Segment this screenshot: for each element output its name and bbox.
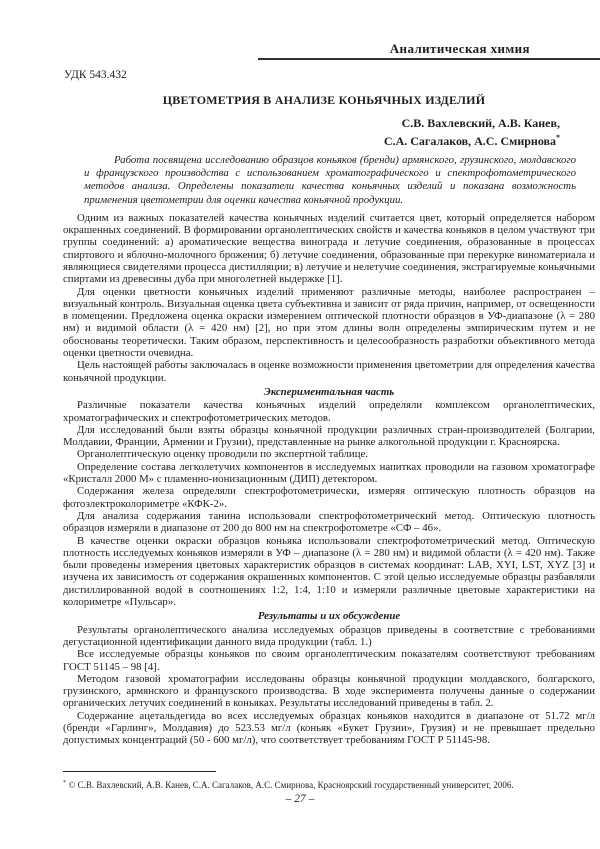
body-paragraph: Цель настоящей работы заключалась в оценке возможности применения цветометрии для определения качества коньячной продукции. [63, 359, 595, 384]
body-paragraph: Различные показатели качества коньячных изделий определяли комплексом органолептических, хроматографических и спектрофотометрических методов. [63, 399, 595, 424]
section-heading: Результаты и их обсуждение [257, 610, 401, 623]
authors-footnote-mark: * [556, 132, 560, 142]
abstract: Работа посвящена исследованию образцов коньяков (бренди) армянского, грузинского, молдавского и французского производства с использованием хроматографического и спектрофотометрического методов анализа. Определены показатели качества коньячных изделий и показана возможность применения цветометрии для оценки качества коньячной продукции. [84, 154, 576, 206]
authors-line-2 [0, 131, 560, 149]
authors-line-2-text: С.А. Сагалаков, А.С. Смирнова [383, 133, 556, 148]
body-paragraph: Органолептическую оценку проводили по экспертной таблице. [77, 448, 368, 461]
body-paragraph: Методом газовой хроматографии исследованы образцы коньячной продукции молдавского, болгарского, грузинского, армянского и французского производства. В ходе эксперимента получены данные о содержании органических летучих соединений в коньяках. Результаты исследований приведены в табл. 2. [63, 672, 595, 710]
running-head: Аналитическая химия [389, 41, 530, 56]
body-paragraph: Содержание ацетальдегида во всех исследуемых образцах коньяков находится в диапазоне от 51.72 мг/л (бренди «Гарлинг», Молдавия) до 523.53 мг/л (коньяк «Букет Грузии», Грузия) и не превышает предельно допустимых концентраций (50 - 600 мг/л), что соответствует требованиям ГОСТ Р 51145-98. [63, 709, 595, 747]
footnote [63, 777, 590, 791]
article-title: ЦВЕТОМЕТРИЯ В АНАЛИЗЕ КОНЬЯЧНЫХ ИЗДЕЛИЙ [162, 93, 486, 107]
page-number: – 27 – [285, 793, 315, 805]
body-paragraph: В качестве оценки окраски образцов коньяка использовали спектрофотометрический метод. Оптическую плотность исследуемых коньяков измеряли в УФ – диапазоне (λ = 280 нм) и видимой области (λ = 420 нм). Также были проведены измерения цветовых характеристик образцов в системах координат: LAB, XYI, LST, XYZ [3] и изучена их зависимость от содержания окрашенных компонентов. С этой целью исследуемые образцы разбавляли дистиллированной водой в соотношениях 1:2, 1:4, 1:10 и измеряли различные цветовые характеристики на колориметре «Пульсар». [63, 534, 595, 609]
body-paragraph: Для оценки цветности коньячных изделий применяют различные методы, наиболее распространен – визуальный контроль. Визуальная оценка цвета субъективна и зависит от ряда причин, например, от освещенности в помещении. Предложена оценка окраски измерением оптической плотности образцов в УФ-диапазоне (λ = 280 нм) и видимой области (λ = 420 нм) [2], но при этом длины волн определены эмпирическим путем и не обоснованы теоретически. Таким образом, перспективность и целесообразность разработки объективного метода оценки цветности очевидна. [63, 285, 595, 360]
header-rule [258, 58, 600, 60]
footnote-separator [63, 771, 216, 772]
footnote-text: © С.В. Вахлевский, А.В. Канев, С.А. Сагалаков, А.С. Смирнова, Красноярский государственный университет, 2006. [68, 780, 514, 790]
udc-code: УДК 543.432 [64, 69, 127, 81]
body-paragraph: Все исследуемые образцы коньяков по своим органолептическим показателям соответствуют требованиям ГОСТ 51145 – 98 [4]. [63, 648, 595, 673]
section-heading: Экспериментальная часть [263, 385, 395, 398]
body-paragraph: Содержания железа определяли спектрофотометрически, измеряя оптическую плотность образцов на фотоэлектроколориметре «КФК-2». [63, 485, 595, 510]
body-paragraph: Для исследований были взяты образцы коньячной продукции различных стран-производителей (Болгарии, Молдавии, Франции, Армении и Грузии), представленные на рынке алкогольной продукции г. Красноярска. [63, 423, 595, 449]
footnote-mark: * [63, 779, 67, 786]
authors-line-1: С.В. Вахлевский, А.В. Канев, [401, 116, 560, 130]
body-paragraph: Результаты органолептического анализа исследуемых образцов приведены в соответствие с требованиями дегустационной идентификации данного вида продукции (табл. 1.) [63, 623, 595, 648]
body-paragraph: Определение состава легколетучих компонентов в исследуемых напитках проводили на газовом хроматографе «Кристалл 2000 М» с пламенно-ионизационным (ДИП) детектором. [63, 460, 595, 486]
body-paragraph: Одним из важных показателей качества коньячных изделий считается цвет, который определяется набором окрашенных соединений. В формировании органолептических свойств и качества коньяков в целом участвуют три группы соединений: а) ароматические вещества винограда и летучие соединения, образованные в процессах спиртового и яблочно-молочного брожения; б) летучие соединения, образованные при перекурке виноматериала и являющиеся свидетелями процесса дистилляции; в) летучие и нелетучие соединения, экстрагируемые коньячными спиртами из древесины дуба при многолетней выдержке [1]. [63, 211, 595, 286]
body-blocks [63, 212, 595, 747]
body-paragraph: Для анализа содержания танина использовали спектрофотометрический метод. Оптическую плотность образцов измеряли в диапазоне от 200 до 800 нм на спектрофотометре «СФ – 46». [63, 509, 595, 535]
authors-block [0, 116, 600, 148]
